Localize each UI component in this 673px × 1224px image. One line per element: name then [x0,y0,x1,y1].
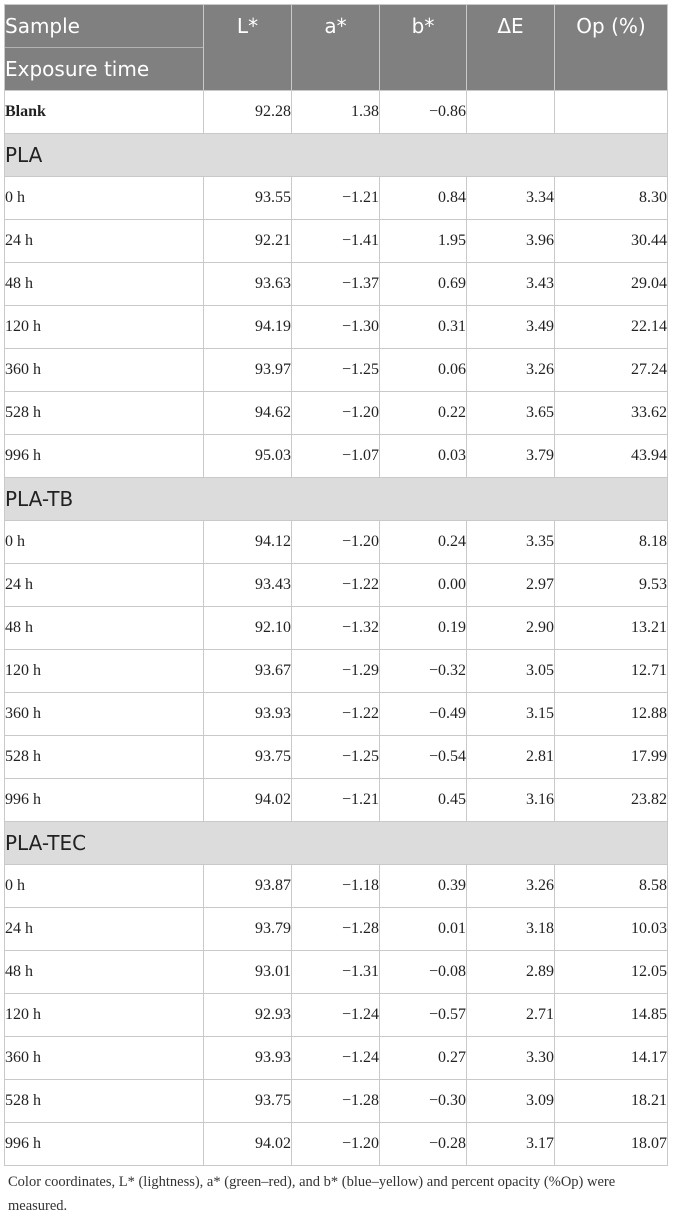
cell-opacity: 43.94 [555,435,668,478]
row-label: 48 h [5,263,204,306]
cell-l-star: 92.93 [204,994,292,1037]
table-row [5,1037,668,1080]
cell-b-star: 1.95 [380,220,467,263]
cell-b-star: −0.54 [380,736,467,779]
row-label: 0 h [5,521,204,564]
cell-l-star: 93.75 [204,1080,292,1123]
row-label: 120 h [5,306,204,349]
header-opacity: Op (%) [555,5,668,91]
row-label: 24 h [5,220,204,263]
cell-l-star: 93.63 [204,263,292,306]
cell-delta-e: 2.71 [467,994,555,1037]
row-label: 360 h [5,349,204,392]
cell-opacity: 18.07 [555,1123,668,1166]
section-row [5,822,668,865]
cell-a-star: −1.22 [292,693,380,736]
cell-l-star: 94.12 [204,521,292,564]
row-label: 48 h [5,607,204,650]
cell-a-star: −1.07 [292,435,380,478]
cell-b-star: −0.28 [380,1123,467,1166]
row-label: 528 h [5,736,204,779]
cell-delta-e: 3.18 [467,908,555,951]
cell-opacity: 13.21 [555,607,668,650]
cell-opacity: 8.18 [555,521,668,564]
cell-delta-e: 2.97 [467,564,555,607]
cell-opacity: 17.99 [555,736,668,779]
cell-delta-e [467,91,555,134]
cell-opacity: 22.14 [555,306,668,349]
cell-l-star: 93.75 [204,736,292,779]
cell-delta-e: 2.89 [467,951,555,994]
cell-b-star: −0.49 [380,693,467,736]
row-label: 996 h [5,779,204,822]
cell-delta-e: 2.90 [467,607,555,650]
cell-b-star: 0.06 [380,349,467,392]
cell-delta-e: 3.34 [467,177,555,220]
cell-opacity: 14.17 [555,1037,668,1080]
cell-l-star: 93.93 [204,1037,292,1080]
header-sample-cell [5,5,204,91]
table-body [5,91,668,1166]
row-label: 360 h [5,693,204,736]
table-footnote: Color coordinates, L* (lightness), a* (green–red), and b* (blue–yellow) and percent opacity (%Op) were measured. [8,1174,616,1214]
cell-l-star: 93.79 [204,908,292,951]
row-label: 120 h [5,994,204,1037]
table-row [5,908,668,951]
row-label: 360 h [5,1037,204,1080]
cell-a-star: −1.21 [292,177,380,220]
row-label: 528 h [5,1080,204,1123]
section-row [5,478,668,521]
cell-a-star: −1.22 [292,564,380,607]
row-label: 120 h [5,650,204,693]
table-row [5,865,668,908]
cell-l-star: 93.01 [204,951,292,994]
header-exposure-time: Exposure time [5,47,203,90]
table-row [5,779,668,822]
cell-a-star: −1.20 [292,392,380,435]
table-row [5,1080,668,1123]
header-b-star: b* [380,5,467,91]
cell-delta-e: 3.79 [467,435,555,478]
cell-opacity: 12.71 [555,650,668,693]
cell-l-star: 92.10 [204,607,292,650]
cell-delta-e: 3.05 [467,650,555,693]
cell-a-star: −1.21 [292,779,380,822]
row-label: 0 h [5,177,204,220]
cell-b-star: 0.22 [380,392,467,435]
table-row [5,650,668,693]
cell-a-star: −1.31 [292,951,380,994]
header-l-star: L* [204,5,292,91]
header-delta-e: ΔE [467,5,555,91]
cell-l-star: 95.03 [204,435,292,478]
blank-row [5,91,668,134]
cell-delta-e: 3.26 [467,349,555,392]
cell-l-star: 92.28 [204,91,292,134]
row-label: 0 h [5,865,204,908]
header-row [5,5,668,91]
cell-l-star: 93.43 [204,564,292,607]
cell-opacity: 12.88 [555,693,668,736]
section-row [5,134,668,177]
cell-a-star: −1.25 [292,349,380,392]
cell-b-star: −0.32 [380,650,467,693]
cell-delta-e: 3.30 [467,1037,555,1080]
cell-opacity: 23.82 [555,779,668,822]
cell-l-star: 94.62 [204,392,292,435]
cell-opacity: 12.05 [555,951,668,994]
cell-b-star: −0.57 [380,994,467,1037]
cell-delta-e: 3.43 [467,263,555,306]
table-row [5,392,668,435]
cell-a-star: −1.30 [292,306,380,349]
cell-delta-e: 3.16 [467,779,555,822]
cell-delta-e: 3.09 [467,1080,555,1123]
cell-b-star: 0.03 [380,435,467,478]
table-row [5,263,668,306]
row-label: 996 h [5,435,204,478]
cell-a-star: −1.28 [292,1080,380,1123]
cell-opacity: 27.24 [555,349,668,392]
cell-l-star: 92.21 [204,220,292,263]
cell-opacity: 14.85 [555,994,668,1037]
table-row [5,435,668,478]
table-row [5,994,668,1037]
color-opacity-table [4,4,668,1166]
cell-opacity: 30.44 [555,220,668,263]
cell-a-star: −1.20 [292,521,380,564]
cell-a-star: −1.32 [292,607,380,650]
cell-b-star: 0.39 [380,865,467,908]
cell-l-star: 93.87 [204,865,292,908]
cell-delta-e: 3.35 [467,521,555,564]
row-label: 996 h [5,1123,204,1166]
header-a-star: a* [292,5,380,91]
cell-b-star: 0.27 [380,1037,467,1080]
table-row [5,607,668,650]
cell-opacity: 33.62 [555,392,668,435]
cell-l-star: 93.67 [204,650,292,693]
table-row [5,1123,668,1166]
cell-delta-e: 3.17 [467,1123,555,1166]
cell-b-star: 0.45 [380,779,467,822]
cell-a-star: −1.25 [292,736,380,779]
cell-b-star: −0.86 [380,91,467,134]
cell-b-star: 0.84 [380,177,467,220]
cell-a-star: −1.41 [292,220,380,263]
cell-a-star: −1.20 [292,1123,380,1166]
cell-delta-e: 3.65 [467,392,555,435]
row-label: 48 h [5,951,204,994]
cell-a-star: −1.24 [292,994,380,1037]
row-label: 24 h [5,564,204,607]
table-row [5,564,668,607]
cell-b-star: 0.31 [380,306,467,349]
cell-a-star: −1.18 [292,865,380,908]
section-title: PLA-TEC [5,822,668,865]
row-label: 24 h [5,908,204,951]
cell-opacity [555,91,668,134]
cell-l-star: 93.93 [204,693,292,736]
cell-delta-e: 3.96 [467,220,555,263]
cell-opacity: 9.53 [555,564,668,607]
table-row [5,306,668,349]
cell-a-star: 1.38 [292,91,380,134]
table-row [5,951,668,994]
cell-delta-e: 2.81 [467,736,555,779]
section-title: PLA-TB [5,478,668,521]
cell-l-star: 94.19 [204,306,292,349]
cell-l-star: 93.55 [204,177,292,220]
cell-l-star: 93.97 [204,349,292,392]
cell-a-star: −1.37 [292,263,380,306]
cell-a-star: −1.29 [292,650,380,693]
cell-delta-e: 3.49 [467,306,555,349]
cell-opacity: 29.04 [555,263,668,306]
cell-delta-e: 3.26 [467,865,555,908]
row-label: 528 h [5,392,204,435]
header-sample: Sample [5,14,80,38]
cell-l-star: 94.02 [204,1123,292,1166]
row-label: Blank [5,91,204,134]
table-row [5,349,668,392]
cell-delta-e: 3.15 [467,693,555,736]
cell-b-star: 0.24 [380,521,467,564]
table-row [5,736,668,779]
cell-opacity: 8.30 [555,177,668,220]
cell-a-star: −1.28 [292,908,380,951]
cell-b-star: −0.08 [380,951,467,994]
cell-b-star: 0.19 [380,607,467,650]
cell-b-star: −0.30 [380,1080,467,1123]
cell-b-star: 0.00 [380,564,467,607]
cell-a-star: −1.24 [292,1037,380,1080]
cell-opacity: 8.58 [555,865,668,908]
table-row [5,693,668,736]
table-row [5,177,668,220]
cell-l-star: 94.02 [204,779,292,822]
cell-opacity: 10.03 [555,908,668,951]
cell-b-star: 0.01 [380,908,467,951]
table-row [5,521,668,564]
table-row [5,220,668,263]
cell-opacity: 18.21 [555,1080,668,1123]
cell-b-star: 0.69 [380,263,467,306]
section-title: PLA [5,134,668,177]
